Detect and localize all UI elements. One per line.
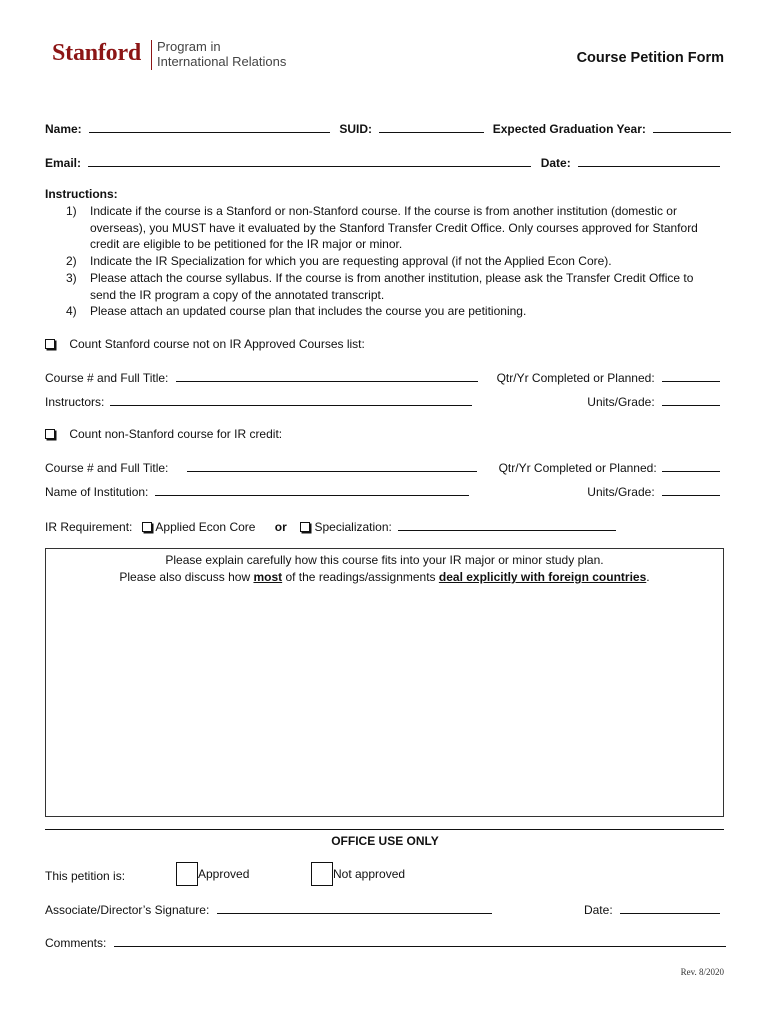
stanford-course-title-label: Course # and Full Title:	[45, 371, 169, 385]
non-stanford-course-label: Count non-Stanford course for IR credit:	[69, 427, 283, 441]
office-use-heading: OFFICE USE ONLY	[331, 834, 439, 848]
non-stanford-course-title-label: Course # and Full Title:	[45, 461, 169, 475]
not-approved-label: Not approved	[333, 867, 406, 881]
instructions-heading: Instructions:	[45, 187, 118, 201]
prompt-text: Please also discuss how	[119, 570, 254, 584]
non-stanford-course-checkbox[interactable]	[45, 429, 55, 439]
or-label: or	[274, 520, 287, 534]
suid-label: SUID:	[339, 122, 373, 136]
institution-label: Name of Institution:	[45, 485, 149, 499]
instruction-item	[66, 270, 706, 304]
office-date-field[interactable]	[620, 902, 720, 914]
grad-year-field[interactable]	[653, 121, 731, 133]
program-name-line2: International Relations	[157, 54, 287, 69]
non-stanford-course-title-row	[45, 460, 477, 475]
explanation-textarea[interactable]	[45, 548, 724, 817]
instructors-label: Instructors:	[45, 395, 105, 409]
institution-row	[45, 484, 469, 499]
logo-divider	[151, 40, 152, 70]
non-stanford-units-field[interactable]	[662, 484, 720, 496]
comments-label: Comments:	[45, 936, 107, 950]
not-approved-checkbox[interactable]	[311, 862, 333, 886]
stanford-qtr-row	[497, 370, 720, 385]
instruction-text: Please attach the course syllabus. If the course is from another institution, please ask the Transfer Credit Office to send the IR program a copy of the annotated transcript.	[90, 271, 694, 302]
stanford-qtr-label: Qtr/Yr Completed or Planned:	[496, 371, 655, 385]
petition-status-label: This petition is:	[45, 869, 126, 883]
stanford-course-title-row	[45, 370, 478, 385]
prompt-text: .	[646, 570, 650, 584]
not-approved-option	[311, 862, 405, 886]
stanford-course-title-field[interactable]	[176, 370, 478, 382]
non-stanford-qtr-label: Qtr/Yr Completed or Planned:	[498, 461, 657, 475]
explanation-prompt-line1: Please explain carefully how this course fits into your IR major or minor study plan.	[165, 553, 604, 567]
stanford-qtr-field[interactable]	[662, 370, 720, 382]
office-date-row	[584, 902, 720, 917]
stanford-units-field[interactable]	[662, 394, 720, 406]
ir-requirement-label: IR Requirement:	[45, 520, 133, 534]
instruction-item	[66, 303, 706, 320]
form-title: Course Petition Form	[576, 50, 724, 66]
approved-label: Approved	[198, 867, 250, 881]
stanford-instructors-row	[45, 394, 472, 409]
name-field[interactable]	[89, 121, 330, 133]
emphasis-most: most	[253, 570, 283, 584]
stanford-course-checkbox[interactable]	[45, 339, 55, 349]
prompt-text: of the readings/assignments	[282, 570, 439, 584]
revision-note: Rev. 8/2020	[680, 967, 724, 977]
stanford-units-row	[587, 394, 720, 409]
non-stanford-units-label: Units/Grade:	[587, 485, 655, 499]
email-row	[45, 155, 720, 170]
approved-checkbox[interactable]	[176, 862, 198, 886]
date-label: Date:	[540, 156, 571, 170]
explanation-prompt	[46, 552, 723, 586]
non-stanford-course-option	[45, 427, 282, 441]
non-stanford-course-title-field[interactable]	[187, 460, 477, 472]
name-row	[45, 121, 731, 136]
instruction-number: 3)	[66, 271, 77, 285]
instruction-text: Please attach an updated course plan that includes the course you are petitioning.	[90, 304, 527, 318]
non-stanford-qtr-row	[499, 460, 720, 475]
date-field[interactable]	[578, 155, 720, 167]
applied-econ-label: Applied Econ Core	[155, 520, 256, 534]
explanation-prompt-line2	[46, 569, 723, 586]
emphasis-foreign-countries: deal explicitly with foreign countries	[438, 570, 647, 584]
signature-label: Associate/Director’s Signature:	[45, 903, 210, 917]
specialization-checkbox[interactable]	[300, 522, 310, 532]
instruction-item	[66, 253, 706, 270]
instruction-item	[66, 203, 706, 253]
non-stanford-units-row	[587, 484, 720, 499]
instruction-text: Indicate if the course is a Stanford or non-Stanford course. If the course is from another institution (domestic or overseas), you MUST have it evaluated by the Stanford Transfer Credit Office. Only courses approved for Stanford credit are eligible to be petitioned for the IR major or minor.	[90, 204, 698, 252]
institution-field[interactable]	[155, 484, 469, 496]
comments-field[interactable]	[114, 935, 726, 947]
instructors-field[interactable]	[110, 394, 472, 406]
instruction-text: Indicate the IR Specialization for which you are requesting approval (if not the Applied Econ Core).	[90, 254, 612, 268]
non-stanford-qtr-field[interactable]	[662, 460, 720, 472]
stanford-logo: Stanford	[52, 40, 142, 66]
instruction-number: 4)	[66, 304, 77, 318]
signature-row	[45, 902, 492, 917]
office-divider	[45, 829, 724, 830]
applied-econ-checkbox[interactable]	[142, 522, 152, 532]
specialization-label: Specialization:	[314, 520, 392, 534]
comments-row	[45, 935, 726, 950]
stanford-course-option	[45, 337, 365, 351]
approved-option	[176, 862, 249, 886]
instruction-number: 2)	[66, 254, 77, 268]
stanford-course-label: Count Stanford course not on IR Approved Courses list:	[69, 337, 365, 351]
office-date-label: Date:	[583, 903, 613, 917]
ir-requirement-row	[45, 519, 616, 534]
signature-field[interactable]	[217, 902, 492, 914]
stanford-units-label: Units/Grade:	[587, 395, 655, 409]
program-name-line1: Program in	[157, 39, 221, 54]
instruction-number: 1)	[66, 204, 77, 218]
email-field[interactable]	[88, 155, 531, 167]
specialization-field[interactable]	[398, 519, 616, 531]
suid-field[interactable]	[379, 121, 484, 133]
grad-year-label: Expected Graduation Year:	[492, 122, 646, 136]
name-label: Name:	[45, 122, 82, 136]
email-label: Email:	[45, 156, 82, 170]
